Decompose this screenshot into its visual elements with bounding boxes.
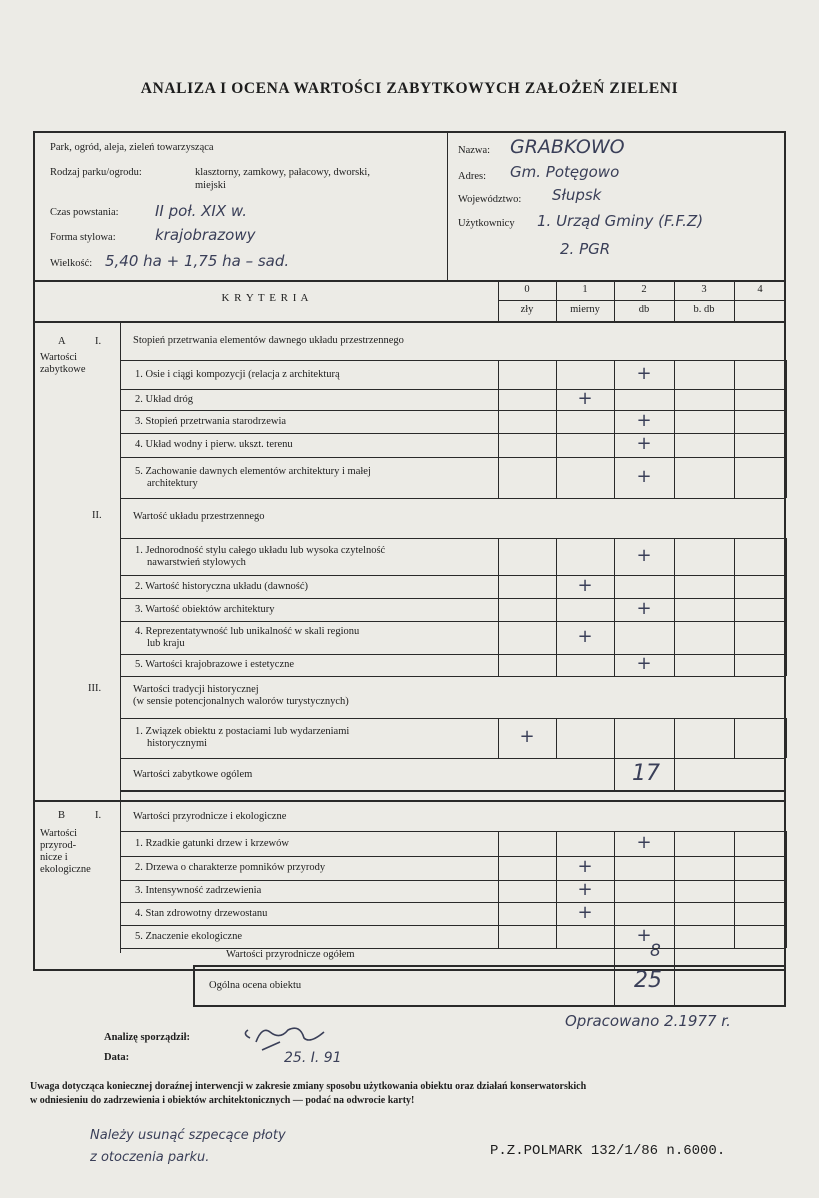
rule-line <box>786 538 787 575</box>
rule-line <box>498 831 499 856</box>
print-code: P.Z.POLMARK 132/1/86 n.6000. <box>490 1143 726 1159</box>
criterion-text: 1. Osie i ciągi kompozycji (relacja z architekturą <box>135 368 340 380</box>
rule-line <box>120 925 498 926</box>
rule-line <box>498 498 786 499</box>
rule-line <box>734 831 735 856</box>
rule-line <box>734 457 735 498</box>
rule-line <box>674 654 675 676</box>
object-type-line: Park, ogród, aleja, zieleń towarzysząca <box>50 142 214 153</box>
score-mark: + <box>577 901 593 923</box>
score-column-name: zły <box>520 304 534 315</box>
score-column-number: 0 <box>524 284 530 295</box>
criterion-row <box>135 931 495 943</box>
criterion-row <box>135 838 495 850</box>
criterion-text: 3. Intensywność zadrzewienia <box>135 885 262 896</box>
score-column-name: db <box>638 304 650 315</box>
rule-line <box>120 790 786 791</box>
rule-line <box>498 948 786 949</box>
rule-line <box>120 880 498 881</box>
a-total-value: 17 <box>632 761 660 786</box>
rule-line <box>498 676 786 677</box>
score-mark: + <box>636 362 652 384</box>
rule-line <box>734 880 735 902</box>
rule-line <box>674 948 675 965</box>
kind-options: klasztorny, zamkowy, pałacowy, dworski, <box>195 167 370 178</box>
rule-line <box>786 856 787 880</box>
section-a-letter: A <box>58 336 66 347</box>
overall-value: 25 <box>634 968 662 993</box>
rule-line <box>734 575 735 598</box>
rule-line <box>786 718 787 758</box>
criterion-row <box>135 439 495 451</box>
criterion-text: 5. Wartości krajobrazowe i estetyczne <box>135 659 295 670</box>
rule-line <box>498 598 499 621</box>
rule-line <box>786 880 787 902</box>
rule-line <box>120 321 786 322</box>
date-value: 25. I. 91 <box>284 1050 342 1066</box>
rule-line <box>120 718 498 719</box>
rule-line <box>786 410 787 433</box>
section-a2-roman: II. <box>92 510 102 521</box>
voivodeship-value: Słupsk <box>552 186 602 204</box>
rule-line <box>556 538 557 575</box>
rule-line <box>498 880 499 902</box>
rule-line <box>120 831 498 832</box>
rule-line <box>556 360 557 389</box>
section-b-title-3: nicze i <box>40 852 68 863</box>
rule-line <box>498 856 499 880</box>
criterion-text: 5. Zachowanie dawnych elementów architektury i małej <box>135 465 371 477</box>
name-label: Nazwa: <box>458 145 491 156</box>
users-label: Użytkownicy <box>458 218 515 229</box>
rule-line <box>120 758 498 759</box>
rule-line <box>674 856 675 880</box>
rule-line <box>786 925 787 948</box>
note-label-2: w odniesieniu do zadrzewienia i obiektów architektonicznych — podać na odwrocie karty! <box>30 1095 415 1106</box>
score-mark: + <box>577 856 593 877</box>
score-mark: + <box>577 387 593 409</box>
rule-line <box>786 902 787 925</box>
rule-line <box>120 654 498 655</box>
rule-line <box>120 676 498 677</box>
rule-line <box>786 621 787 654</box>
rule-line <box>498 925 499 948</box>
criterion-text-2: nawarstwień stylowych <box>147 556 246 568</box>
rule-line <box>786 457 787 498</box>
criterion-row <box>135 581 495 593</box>
rule-line <box>786 389 787 410</box>
criterion-row <box>135 369 495 381</box>
rule-line <box>120 389 498 390</box>
section-a1-header: Stopień przetrwania elementów dawnego układu przestrzennego <box>133 335 404 346</box>
rule-line <box>614 758 615 790</box>
rule-line <box>614 965 615 1007</box>
rule-line <box>734 433 735 457</box>
section-b-title-4: ekologiczne <box>40 864 91 875</box>
criterion-text-2: architektury <box>147 477 198 489</box>
rule-line <box>498 621 499 654</box>
score-column-number: 3 <box>701 284 707 295</box>
rule-line <box>556 654 557 676</box>
rule-line <box>120 360 498 361</box>
rule-line <box>120 902 498 903</box>
score-mark: + <box>577 879 593 900</box>
rule-line <box>674 433 675 457</box>
section-a3-header-2: (w sensie potencjonalnych walorów turystycznych) <box>133 696 349 707</box>
voivodeship-label: Województwo: <box>458 194 522 205</box>
section-b-header: Wartości przyrodnicze i ekologiczne <box>133 811 287 822</box>
section-a-title: Wartości zabytkowe <box>40 352 86 375</box>
rule-line <box>734 856 735 880</box>
criterion-row <box>135 908 495 920</box>
rule-line <box>498 360 786 361</box>
rule-line <box>734 598 735 621</box>
section-a2-header: Wartość układu przestrzennego <box>133 511 265 522</box>
criterion-row <box>135 545 495 569</box>
score-mark: + <box>519 726 535 747</box>
section-a3-header-1: Wartości tradycji historycznej <box>133 684 259 695</box>
rule-line <box>556 457 557 498</box>
note-label: Uwaga dotycząca koniecznej doraźnej interwencji w zakresie zmiany sposobu użytkowania obiektu oraz działań konserwatorskich <box>30 1081 587 1092</box>
rule-line <box>498 758 786 759</box>
style-value: krajobrazowy <box>155 226 256 244</box>
criterion-text-2: lub kraju <box>147 637 185 649</box>
rule-line <box>498 538 786 539</box>
rule-line <box>786 831 787 856</box>
rule-line <box>734 925 735 948</box>
score-mark: + <box>636 544 652 566</box>
rule-line <box>120 948 498 949</box>
rule-line <box>120 538 498 539</box>
section-a-roman: I. <box>95 336 102 347</box>
rule-line <box>498 902 786 903</box>
rule-line <box>674 831 675 856</box>
score-column-name: mierny <box>570 304 600 315</box>
rule-line <box>734 410 735 433</box>
criterion-row <box>135 862 495 874</box>
overall-label: Ogólna ocena obiektu <box>209 980 302 991</box>
rule-line <box>556 831 557 856</box>
rule-line <box>674 758 675 790</box>
name-value: GRABKOWO <box>510 136 625 158</box>
score-column-number: 1 <box>582 284 588 295</box>
rule-line <box>498 360 499 389</box>
handwritten-note-1: Należy usunąć szpecące płoty <box>90 1128 286 1143</box>
rule-line <box>498 389 786 390</box>
rule-line <box>674 410 675 433</box>
rule-line <box>498 538 499 575</box>
rule-line <box>786 598 787 621</box>
score-mark: + <box>577 625 593 647</box>
rule-line <box>556 433 557 457</box>
criterion-text: 5. Znaczenie ekologiczne <box>135 930 242 942</box>
criterion-row <box>135 659 495 671</box>
criterion-text: 4. Układ wodny i pierw. ukszt. terenu <box>135 439 293 450</box>
rule-line <box>674 718 675 758</box>
criterion-row <box>135 885 495 897</box>
rule-line <box>498 389 499 410</box>
rule-line <box>734 902 735 925</box>
rule-line <box>120 433 498 434</box>
criterion-text: 4. Stan zdrowotny drzewostanu <box>135 907 268 919</box>
rule-line <box>498 902 499 925</box>
rule-line <box>734 389 735 410</box>
rule-line <box>498 654 499 676</box>
kind-options-2: miejski <box>195 180 226 191</box>
criterion-text: 3. Stopień przetrwania starodrzewia <box>135 415 287 427</box>
rule-line <box>120 598 498 599</box>
rule-line <box>33 800 786 802</box>
users-value-2: 2. PGR <box>560 240 611 258</box>
criterion-text: 1. Związek obiektu z postaciami lub wydarzeniami <box>135 726 350 737</box>
date-label: Data: <box>104 1052 130 1063</box>
criterion-text: 2. Wartość historyczna układu (dawność) <box>135 580 309 592</box>
rule-line <box>498 457 786 458</box>
size-label: Wielkość: <box>50 258 93 269</box>
criterion-text: 2. Układ dróg <box>135 393 194 405</box>
rule-line <box>120 457 498 458</box>
rule-line <box>498 880 786 881</box>
rule-line <box>120 575 498 576</box>
rule-line <box>734 718 735 758</box>
criterion-text-2: historycznymi <box>147 738 208 749</box>
rule-line <box>498 433 499 457</box>
rule-line <box>120 856 498 857</box>
rule-line <box>674 389 675 410</box>
criterion-text: 4. Reprezentatywność lub unikalność w skali regionu <box>135 625 360 637</box>
rule-line <box>734 360 735 389</box>
rule-line <box>556 925 557 948</box>
rule-line <box>120 498 498 499</box>
section-b-roman: I. <box>95 810 102 821</box>
rule-line <box>786 654 787 676</box>
a-total-label: Wartości zabytkowe ogólem <box>133 769 253 780</box>
score-mark: + <box>636 831 652 853</box>
b-total-value: 8 <box>650 941 661 961</box>
criterion-text: 3. Wartość obiektów architektury <box>135 603 275 615</box>
size-value: 5,40 ha + 1,75 ha – sad. <box>105 252 290 270</box>
score-column-number: 4 <box>757 284 763 295</box>
rule-line <box>786 433 787 457</box>
score-column-name: b. db <box>693 304 715 315</box>
criterion-row <box>135 604 495 616</box>
rule-line <box>498 718 786 719</box>
prepared-note: Opracowano 2.1977 r. <box>565 1012 731 1030</box>
rule-line <box>498 575 786 576</box>
column-divider <box>614 280 615 321</box>
score-mark: + <box>636 924 652 946</box>
b-total-label: Wartości przyrodnicze ogółem <box>226 949 355 960</box>
column-divider <box>674 280 675 321</box>
score-mark: + <box>636 653 652 674</box>
rule-line <box>734 538 735 575</box>
rule-line <box>498 457 499 498</box>
score-mark: + <box>577 574 593 596</box>
time-label: Czas powstania: <box>50 207 119 218</box>
criteria-label: K R Y T E R I A <box>221 292 310 304</box>
rule-line <box>734 654 735 676</box>
rule-line <box>674 880 675 902</box>
rule-line <box>674 965 675 1007</box>
rule-line <box>674 598 675 621</box>
section-b-title-2: przyrod- <box>40 840 77 851</box>
rule-line <box>674 902 675 925</box>
rule-line <box>674 621 675 654</box>
rule-line <box>674 575 675 598</box>
handwritten-note-2: z otoczenia parku. <box>90 1150 210 1165</box>
analysis-label: Analizę sporządził: <box>104 1032 191 1043</box>
criterion-row <box>135 416 495 428</box>
rule-line <box>556 410 557 433</box>
style-label: Forma stylowa: <box>50 232 116 243</box>
criterion-row <box>135 466 495 490</box>
rule-line <box>786 360 787 389</box>
users-value-1: 1. Urząd Gminy (F.F.Z) <box>537 212 704 230</box>
rule-line <box>734 621 735 654</box>
rule-line <box>498 621 786 622</box>
rule-line <box>120 410 498 411</box>
score-mark: + <box>636 597 652 619</box>
score-mark: + <box>636 465 652 487</box>
score-mark: + <box>636 409 652 431</box>
rule-line <box>786 575 787 598</box>
rule-line <box>674 360 675 389</box>
rule-line <box>614 718 615 758</box>
section-b-letter: B <box>58 810 66 821</box>
rule-line <box>498 575 499 598</box>
column-divider <box>556 280 557 321</box>
rule-line <box>614 948 615 965</box>
rule-line <box>498 856 786 857</box>
score-mark: + <box>636 433 652 454</box>
section-b-title-1: Wartości <box>40 828 78 839</box>
criterion-text: 1. Rzadkie gatunki drzew i krzewów <box>135 837 289 849</box>
criterion-text: 1. Jednorodność stylu całego układu lub wysoka czytelność <box>135 544 386 556</box>
criterion-row <box>135 394 495 406</box>
column-divider <box>734 280 735 321</box>
kind-label: Rodzaj parku/ogrodu: <box>50 167 142 178</box>
address-value: Gm. Potęgowo <box>510 163 620 181</box>
rule-line <box>498 410 499 433</box>
page-title: ANALIZA I OCENA WARTOŚCI ZABYTKOWYCH ZAŁOŻEŃ ZIELENI <box>140 80 679 97</box>
rule-line <box>674 457 675 498</box>
address-label: Adres: <box>458 171 486 182</box>
score-column-number: 2 <box>641 284 647 295</box>
column-divider <box>498 280 499 321</box>
rule-line <box>674 925 675 948</box>
criterion-row <box>135 626 495 650</box>
rule-line <box>556 598 557 621</box>
section-a3-roman: III. <box>88 683 102 694</box>
criterion-text: 2. Drzewa o charakterze pomników przyrody <box>135 862 326 873</box>
rule-line <box>120 621 498 622</box>
time-value: II poł. XIX w. <box>155 202 247 220</box>
rule-line <box>674 538 675 575</box>
criterion-row <box>135 726 495 750</box>
